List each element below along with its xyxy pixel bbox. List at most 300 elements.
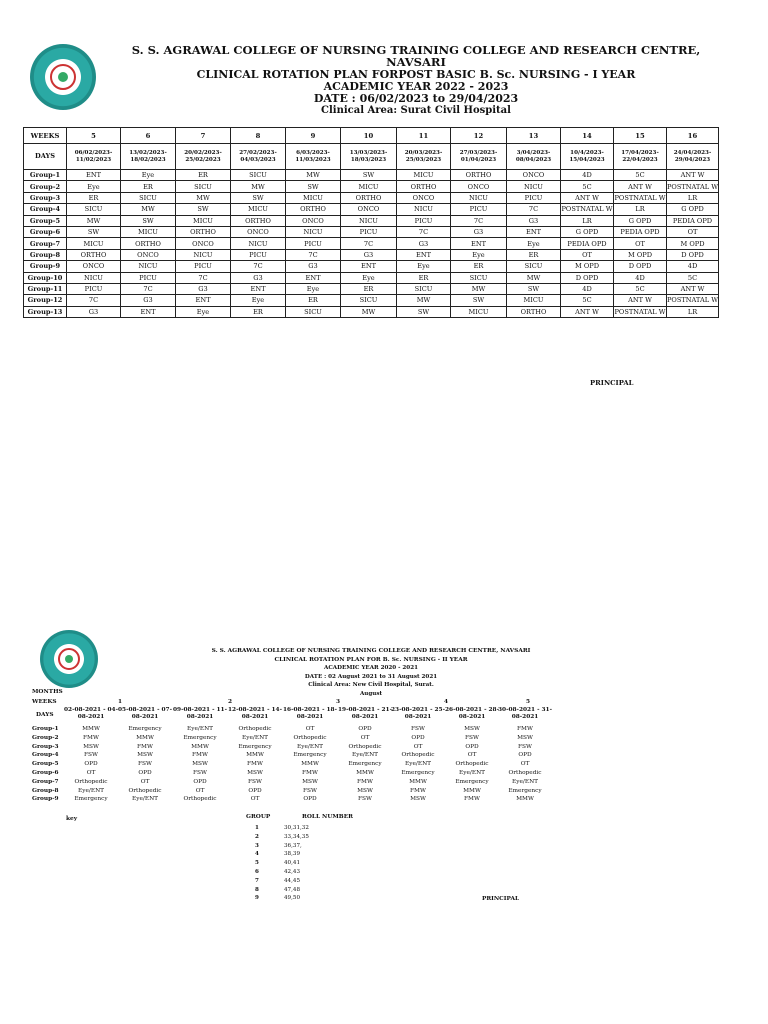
rotation-cell: Eye/ENT bbox=[186, 726, 214, 732]
rotation-cell: ER bbox=[121, 181, 176, 192]
table-row bbox=[24, 272, 719, 283]
rotation-cell: 7C bbox=[67, 295, 121, 306]
day-range: 13/03/2023-18/03/2023 bbox=[341, 144, 397, 170]
week-number: 4 bbox=[444, 699, 449, 705]
rotation-cell: Eye/ENT bbox=[241, 734, 269, 741]
key-group-number: 2 bbox=[255, 833, 259, 840]
rotation-cell: MSW bbox=[192, 761, 208, 768]
key-roll-header: ROLL NUMBER bbox=[302, 814, 353, 820]
rotation-cell: ENT bbox=[231, 283, 286, 294]
sheet2-clinical-area: Clinical Area: New Civil Hospital, Surat. bbox=[308, 682, 434, 688]
sheet1-academic-year: ACADEMIC YEAR 2022 - 2023 bbox=[323, 79, 509, 93]
rotation-cell: ONCO bbox=[176, 238, 231, 249]
rotation-cell: 7C bbox=[176, 272, 231, 283]
rotation-cell: 7C bbox=[286, 249, 341, 260]
key-roll-numbers: 47,48 bbox=[284, 886, 301, 893]
rotation-cell: MMW bbox=[356, 770, 374, 776]
rotation-cell: OPD bbox=[465, 743, 479, 750]
rotation-cell: FSW bbox=[518, 743, 532, 750]
rotation-cell: ORTHO bbox=[286, 204, 341, 215]
sheet1-date-range: DATE : 06/02/2023 to 29/04/2023 bbox=[313, 92, 519, 106]
rotation-cell: PICU bbox=[231, 249, 286, 260]
group-label: Group-2 bbox=[24, 181, 67, 192]
rotation-cell: FMW bbox=[357, 778, 373, 785]
day-range: 3/04/2023-08/04/2023 bbox=[507, 144, 561, 170]
rotation-cell: SICU bbox=[121, 192, 176, 203]
rotation-cell: ANT W bbox=[561, 306, 614, 317]
rotation-cell: G OPD bbox=[667, 204, 719, 215]
rotation-cell: OPD bbox=[358, 726, 372, 732]
rotation-cell: ANT W bbox=[561, 192, 614, 203]
group-label: Group-5 bbox=[24, 215, 67, 226]
rotation-cell: Orthopedic bbox=[508, 770, 542, 776]
rotation-cell: ER bbox=[507, 249, 561, 260]
rotation-cell: ORTHO bbox=[341, 192, 397, 203]
rotation-cell: G3 bbox=[451, 226, 507, 237]
group-label: Group-10 bbox=[24, 272, 67, 283]
key-group-header: GROUP bbox=[246, 814, 271, 820]
rotation-cell: FMW bbox=[302, 770, 318, 776]
rotation-cell: FSW bbox=[358, 796, 372, 803]
table-row bbox=[24, 283, 719, 294]
rotation-cell: ENT bbox=[507, 226, 561, 237]
rotation-cell: 5C bbox=[614, 283, 667, 294]
group-label: Group-5 bbox=[32, 761, 59, 768]
rotation-cell: OT bbox=[561, 249, 614, 260]
rotation-cell: FMW bbox=[192, 752, 208, 759]
rotation-cell: FMW bbox=[247, 761, 263, 768]
rotation-cell: MMW bbox=[82, 726, 100, 732]
sheet1-plan-title: CLINICAL ROTATION PLAN FORPOST BASIC B. Sc. NURSING - I YEAR bbox=[196, 67, 636, 81]
rotation-cell: MMW bbox=[301, 761, 319, 768]
rotation-cell: G3 bbox=[67, 306, 121, 317]
rotation-cell: Eye/ENT bbox=[296, 743, 324, 750]
group-label: Group-7 bbox=[32, 778, 59, 785]
rotation-cell: MICU bbox=[121, 226, 176, 237]
sheet2-date-range: DATE : 02 August 2021 to 31 August 2021 bbox=[304, 673, 438, 680]
day-range: 26-08-2021 - 28-08-2021 bbox=[445, 707, 499, 720]
key-roll-numbers: 40,41 bbox=[284, 860, 301, 867]
rotation-cell: MICU bbox=[507, 295, 561, 306]
rotation-cell: Orthopedic bbox=[401, 752, 435, 759]
day-range: 02-08-2021 - 04-08-2021 bbox=[64, 707, 118, 720]
rotation-cell: PEDIA OPD bbox=[561, 238, 614, 249]
rotation-cell: OPD bbox=[303, 796, 317, 803]
key-group-number: 7 bbox=[255, 877, 259, 884]
rotation-cell: PEDIA OPD bbox=[667, 215, 719, 226]
rotation-cell: FSW bbox=[465, 734, 479, 741]
rotation-cell: ER bbox=[231, 306, 286, 317]
day-range: 10/4/2023-15/04/2023 bbox=[561, 144, 614, 170]
rotation-cell: SICU bbox=[341, 295, 397, 306]
table-row bbox=[24, 306, 719, 317]
rotation-cell: D OPD bbox=[561, 272, 614, 283]
rotation-cell: SICU bbox=[176, 181, 231, 192]
rotation-cell: 5C bbox=[561, 181, 614, 192]
rotation-cell: ENT bbox=[451, 238, 507, 249]
table-row bbox=[24, 226, 719, 237]
rotation-cell: M OPD bbox=[667, 238, 719, 249]
week-number: 14 bbox=[561, 128, 614, 144]
day-range: 16-08-2021 - 18-08-2021 bbox=[283, 707, 337, 720]
rotation-cell: FMW bbox=[517, 726, 533, 732]
rotation-cell: MICU bbox=[341, 181, 397, 192]
key-roll-numbers: 42,43 bbox=[284, 869, 301, 875]
rotation-cell: LR bbox=[667, 306, 719, 317]
table-row bbox=[24, 261, 719, 272]
rotation-cell: Emergency bbox=[183, 734, 217, 741]
rotation-cell: MW bbox=[121, 204, 176, 215]
rotation-cell: MW bbox=[507, 272, 561, 283]
rotation-cell: POSTNATAL W bbox=[667, 182, 718, 191]
rotation-cell: MMW bbox=[191, 743, 209, 750]
rotation-cell: NICU bbox=[286, 226, 341, 237]
rotation-cell: Emergency bbox=[128, 726, 162, 732]
day-range: 13/02/2023-18/02/2023 bbox=[121, 144, 176, 170]
rotation-cell: FMW bbox=[137, 743, 153, 750]
rotation-cell: OPD bbox=[138, 770, 152, 776]
rotation-cell: Eye bbox=[121, 170, 176, 181]
rotation-cell: G3 bbox=[121, 295, 176, 306]
rotation-cell: ENT bbox=[67, 170, 121, 181]
sheet2-principal-signature: PRINCIPAL bbox=[482, 896, 520, 902]
rotation-cell: MMW bbox=[516, 796, 534, 803]
rotation-cell: MMW bbox=[463, 787, 481, 794]
rotation-cell: MW bbox=[231, 181, 286, 192]
rotation-cell: MICU bbox=[397, 170, 451, 181]
key-group-number: 6 bbox=[255, 869, 259, 875]
rotation-cell: ORTHO bbox=[121, 238, 176, 249]
rotation-cell: Eye bbox=[286, 283, 341, 294]
group-label: Group-11 bbox=[24, 283, 67, 294]
group-label: Group-12 bbox=[24, 295, 67, 306]
rotation-cell: SW bbox=[451, 295, 507, 306]
rotation-cell: POSTNATAL W bbox=[614, 307, 666, 316]
rotation-cell: NICU bbox=[231, 238, 286, 249]
rotation-cell: Orthopedic bbox=[348, 743, 382, 750]
week-number: 5 bbox=[67, 128, 121, 144]
rotation-cell: SICU bbox=[451, 272, 507, 283]
sheet2-month: August bbox=[359, 690, 383, 697]
rotation-cell: NICU bbox=[341, 215, 397, 226]
rotation-cell: PICU bbox=[176, 261, 231, 272]
rotation-cell: ER bbox=[451, 261, 507, 272]
week-number: 1 bbox=[118, 699, 123, 705]
group-label: Group-3 bbox=[24, 192, 67, 203]
rotation-cell: ONCO bbox=[231, 226, 286, 237]
sheet1-principal-signature: PRINCIPAL bbox=[590, 379, 634, 387]
table-row bbox=[24, 181, 719, 192]
day-range: 27/02/2023-04/03/2023 bbox=[231, 144, 286, 170]
key-group-number: 9 bbox=[255, 895, 259, 902]
rotation-cell: FSW bbox=[411, 726, 425, 732]
sheet1-clinical-area: Clinical Area: Surat Civil Hospital bbox=[321, 105, 511, 117]
rotation-cell: 7C bbox=[121, 283, 176, 294]
rotation-cell: ENT bbox=[121, 306, 176, 317]
rotation-cell: ANT W bbox=[667, 170, 719, 181]
rotation-cell: ONCO bbox=[286, 215, 341, 226]
rotation-cell: SW bbox=[397, 306, 451, 317]
rotation-cell: M OPD bbox=[614, 249, 667, 260]
rotation-cell: MICU bbox=[231, 204, 286, 215]
rotation-cell: ENT bbox=[286, 272, 341, 283]
rotation-cell: G3 bbox=[397, 238, 451, 249]
rotation-cell: ER bbox=[341, 283, 397, 294]
rotation-cell: Eye/ENT bbox=[458, 770, 486, 776]
day-range: 30-08-2021 - 31-08-2021 bbox=[498, 707, 552, 720]
sheet2-academic-year: ACADEMIC YEAR 2020 - 2021 bbox=[323, 665, 418, 671]
rotation-cell: M OPD bbox=[561, 261, 614, 272]
rotation-cell: ENT bbox=[341, 261, 397, 272]
rotation-cell: LR bbox=[614, 204, 667, 215]
rotation-cell: SW bbox=[507, 283, 561, 294]
group-label: Group-1 bbox=[24, 170, 67, 181]
rotation-cell: ONCO bbox=[341, 204, 397, 215]
table-row bbox=[24, 295, 719, 306]
table-row bbox=[24, 215, 719, 226]
sheet2-plan-title: CLINICAL ROTATION PLAN FOR B. Sc. NURSING - II YEAR bbox=[274, 656, 468, 663]
rotation-cell: Emergency bbox=[74, 796, 108, 803]
rotation-cell: POSTNATAL W bbox=[561, 205, 613, 214]
rotation-cell: 5C bbox=[667, 272, 719, 283]
rotation-cell: MICU bbox=[451, 306, 507, 317]
rotation-cell: G3 bbox=[507, 215, 561, 226]
sheet1-college-name: S. S. AGRAWAL COLLEGE OF NURSING TRAINING COLLEGE AND RESEARCH CENTRE, NAVSARI bbox=[131, 43, 701, 70]
rotation-cell: 5C bbox=[561, 295, 614, 306]
rotation-cell: Orthopedic bbox=[128, 787, 162, 794]
rotation-cell: G OPD bbox=[561, 226, 614, 237]
rotation-cell: Emergency bbox=[401, 770, 435, 776]
rotation-cell: G3 bbox=[231, 272, 286, 283]
rotation-cell: Eye/ENT bbox=[131, 796, 159, 803]
rotation-cell: ANT W bbox=[667, 283, 719, 294]
rotation-cell: G OPD bbox=[614, 215, 667, 226]
day-range: 12-08-2021 - 14-08-2021 bbox=[228, 707, 282, 720]
rotation-cell: POSTNATAL W bbox=[614, 193, 666, 202]
rotation-cell: FMW bbox=[464, 796, 480, 803]
rotation-cell: SW bbox=[121, 215, 176, 226]
rotation-cell: OT bbox=[86, 770, 96, 776]
day-range: 19-08-2021 - 21-08-2021 bbox=[338, 707, 392, 720]
rotation-cell: MSW bbox=[137, 752, 153, 759]
days-label: DAYS bbox=[36, 712, 54, 718]
key-group-number: 3 bbox=[255, 842, 259, 849]
sheet2-college-name: S. S. AGRAWAL COLLEGE OF NURSING TRAINING COLLEGE AND RESEARCH CENTRE, NAVSARI bbox=[211, 648, 531, 654]
week-number: 2 bbox=[228, 699, 233, 705]
rotation-cell: G3 bbox=[176, 283, 231, 294]
rotation-cell: ONCO bbox=[451, 181, 507, 192]
rotation-cell: ORTHO bbox=[397, 181, 451, 192]
rotation-cell: Emergency bbox=[238, 743, 272, 750]
rotation-cell: ORTHO bbox=[507, 306, 561, 317]
day-range: 24/04/2023-29/04/2023 bbox=[667, 144, 719, 170]
rotation-cell: MW bbox=[67, 215, 121, 226]
rotation-cell: MW bbox=[286, 170, 341, 181]
rotation-cell: OT bbox=[250, 796, 260, 803]
rotation-cell: NICU bbox=[397, 204, 451, 215]
day-range: 6/03/2023-11/03/2023 bbox=[286, 144, 341, 170]
rotation-cell: Eye/ENT bbox=[77, 787, 105, 794]
week-number: 7 bbox=[176, 128, 231, 144]
rotation-cell: OPD bbox=[248, 787, 262, 794]
rotation-cell: SICU bbox=[67, 204, 121, 215]
rotation-cell: ORTHO bbox=[231, 215, 286, 226]
rotation-cell: SICU bbox=[231, 170, 286, 181]
rotation-cell: MW bbox=[176, 192, 231, 203]
rotation-cell: PICU bbox=[286, 238, 341, 249]
rotation-cell: Eye/ENT bbox=[351, 752, 379, 759]
rotation-cell: OT bbox=[520, 761, 530, 768]
key-group-number: 4 bbox=[255, 851, 259, 858]
rotation-cell: NICU bbox=[507, 181, 561, 192]
rotation-cell: 4D bbox=[614, 272, 667, 283]
rotation-cell: 5C bbox=[614, 170, 667, 181]
table-row bbox=[24, 192, 719, 203]
rotation-cell: OT bbox=[467, 752, 477, 759]
rotation-cell: PICU bbox=[507, 192, 561, 203]
rotation-cell: ONCO bbox=[67, 261, 121, 272]
group-label: Group-2 bbox=[32, 734, 59, 741]
rotation-cell: Orthopedic bbox=[455, 761, 489, 768]
rotation-cell: Eye bbox=[397, 261, 451, 272]
rotation-cell: ER bbox=[397, 272, 451, 283]
rotation-cell: OPD bbox=[518, 752, 532, 759]
rotation-cell: MICU bbox=[286, 192, 341, 203]
rotation-cell: OT bbox=[360, 734, 370, 741]
rotation-cell: PICU bbox=[397, 215, 451, 226]
rotation-cell: SICU bbox=[286, 306, 341, 317]
rotation-cell: G3 bbox=[341, 249, 397, 260]
rotation-cell: MSW bbox=[302, 778, 318, 785]
group-label: Group-3 bbox=[32, 743, 59, 750]
rotation-cell: 4D bbox=[561, 170, 614, 181]
rotation-cell: OPD bbox=[193, 778, 207, 785]
rotation-cell: MSW bbox=[464, 726, 480, 732]
rotation-cell: FSW bbox=[248, 778, 262, 785]
week-number: 6 bbox=[121, 128, 176, 144]
sheet1-header bbox=[110, 44, 722, 118]
week-number: 3 bbox=[336, 699, 341, 705]
rotation-cell: PICU bbox=[67, 283, 121, 294]
key-label: key bbox=[66, 816, 78, 822]
rotation-cell: ONCO bbox=[397, 192, 451, 203]
rotation-cell: 4D bbox=[667, 261, 719, 272]
rotation-cell: Orthopedic bbox=[183, 796, 217, 803]
rotation-cell: MICU bbox=[67, 238, 121, 249]
week-number: 5 bbox=[526, 699, 531, 705]
rotation-cell: FSW bbox=[84, 752, 98, 759]
college-logo-icon bbox=[30, 44, 96, 110]
rotation-cell: Eye bbox=[507, 238, 561, 249]
rotation-cell: ANT W bbox=[614, 295, 667, 306]
week-number: 9 bbox=[286, 128, 341, 144]
rotation-cell: PEDIA OPD bbox=[614, 226, 667, 237]
key-group-number: 5 bbox=[255, 860, 259, 867]
rotation-cell: ENT bbox=[397, 249, 451, 260]
rotation-cell: 7C bbox=[397, 226, 451, 237]
months-label: MONTHS bbox=[32, 689, 63, 695]
day-range: 20/03/2023-25/03/2023 bbox=[397, 144, 451, 170]
key-group-number: 8 bbox=[255, 886, 259, 893]
rotation-cell: OT bbox=[195, 787, 205, 794]
rotation-cell: MMW bbox=[409, 778, 427, 785]
group-label: Group-13 bbox=[24, 306, 67, 317]
rotation-cell: OPD bbox=[84, 761, 98, 768]
rotation-cell: LR bbox=[561, 215, 614, 226]
rotation-cell: Emergency bbox=[348, 761, 382, 768]
day-range: 20/02/2023-25/02/2023 bbox=[176, 144, 231, 170]
rotation-cell: SICU bbox=[397, 283, 451, 294]
group-label: Group-6 bbox=[24, 226, 67, 237]
rotation-cell: POSTNATAL W bbox=[667, 296, 718, 305]
rotation-cell: 7C bbox=[231, 261, 286, 272]
day-range: 27/03/2023-01/04/2023 bbox=[451, 144, 507, 170]
weeks-label: WEEKS bbox=[32, 699, 57, 705]
rotation-cell: Eye bbox=[451, 249, 507, 260]
rotation-cell: ER bbox=[67, 192, 121, 203]
rotation-cell: SW bbox=[341, 170, 397, 181]
rotation-cell: OT bbox=[140, 778, 150, 785]
rotation-cell: FMW bbox=[83, 734, 99, 741]
rotation-cell: OT bbox=[305, 726, 315, 732]
rotation-cell: FSW bbox=[303, 787, 317, 794]
key-roll-numbers: 49,50 bbox=[284, 895, 301, 902]
rotation-cell: MMW bbox=[246, 752, 264, 759]
table-row bbox=[24, 249, 719, 260]
rotation-cell: MW bbox=[397, 295, 451, 306]
rotation-cell: SW bbox=[176, 204, 231, 215]
rotation-cell: ER bbox=[286, 295, 341, 306]
rotation-cell: NICU bbox=[176, 249, 231, 260]
key-roll-numbers: 30,31,32 bbox=[284, 825, 309, 831]
rotation-cell: MICU bbox=[176, 215, 231, 226]
rotation-cell: LR bbox=[667, 192, 719, 203]
group-label: Group-1 bbox=[32, 726, 59, 732]
key-roll-numbers: 38,39 bbox=[284, 851, 301, 858]
sheet1-rotation-table bbox=[23, 127, 719, 318]
weeks-label: WEEKS bbox=[24, 128, 67, 144]
weeks-row bbox=[24, 128, 719, 144]
rotation-cell: D OPD bbox=[667, 249, 719, 260]
rotation-cell: NICU bbox=[451, 192, 507, 203]
rotation-cell: Eye bbox=[67, 181, 121, 192]
rotation-cell: Eye bbox=[341, 272, 397, 283]
rotation-cell: Orthopedic bbox=[293, 734, 327, 741]
key-roll-numbers: 36,37, bbox=[284, 842, 302, 849]
rotation-cell: OPD bbox=[411, 734, 425, 741]
day-range: 05-08-2021 - 07-08-2021 bbox=[118, 707, 172, 720]
week-number: 13 bbox=[507, 128, 561, 144]
rotation-cell: MW bbox=[451, 283, 507, 294]
rotation-cell: MSW bbox=[517, 734, 533, 741]
rotation-cell: PICU bbox=[451, 204, 507, 215]
group-label: Group-8 bbox=[24, 249, 67, 260]
rotation-cell: Emergency bbox=[455, 778, 489, 785]
rotation-cell: ENT bbox=[176, 295, 231, 306]
rotation-cell: MSW bbox=[410, 796, 426, 803]
rotation-cell: MMW bbox=[136, 734, 154, 741]
rotation-cell: ORTHO bbox=[176, 226, 231, 237]
rotation-cell: Orthopedic bbox=[238, 726, 272, 732]
table-row bbox=[24, 238, 719, 249]
rotation-cell: ER bbox=[176, 170, 231, 181]
day-range: 06/02/2023-11/02/2023 bbox=[67, 144, 121, 170]
day-range: 23-08-2021 - 25-08-2021 bbox=[391, 707, 445, 720]
rotation-cell: ANT W bbox=[614, 181, 667, 192]
rotation-cell: 7C bbox=[451, 215, 507, 226]
rotation-cell: MSW bbox=[83, 743, 99, 750]
rotation-cell: Eye/ENT bbox=[404, 761, 432, 768]
